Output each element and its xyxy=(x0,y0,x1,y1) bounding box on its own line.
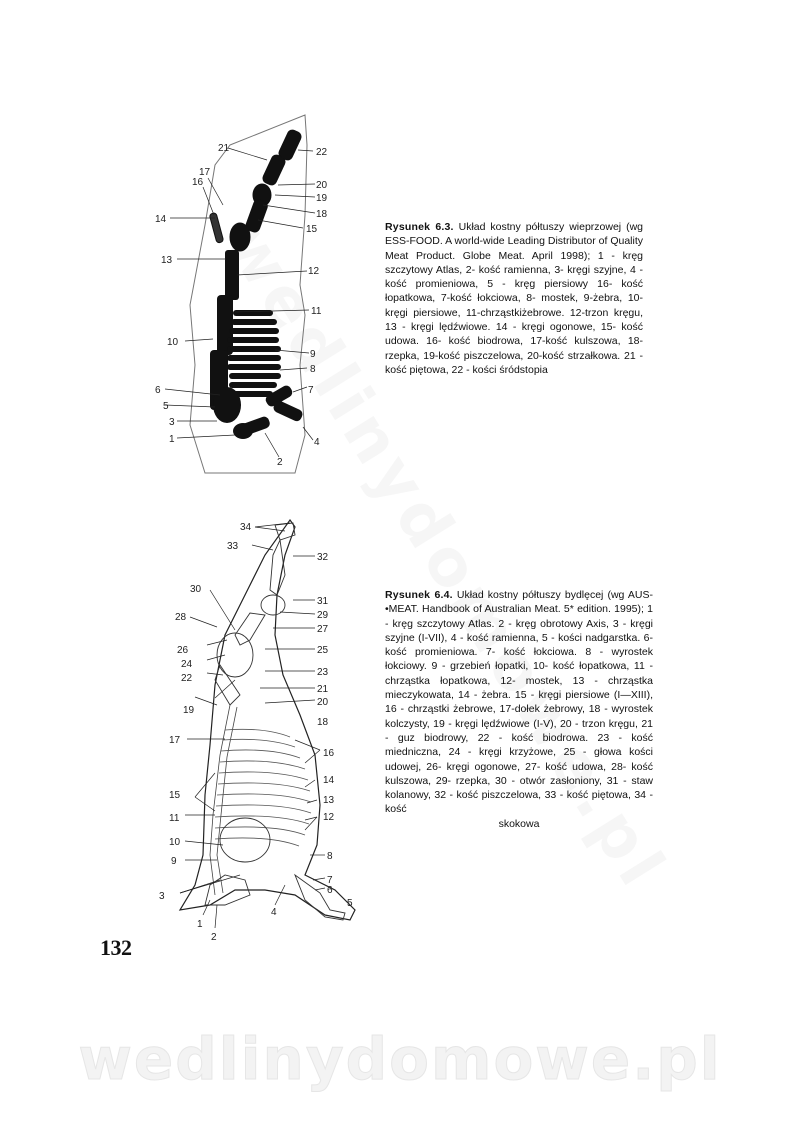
spine xyxy=(210,705,237,895)
label-7: 7 xyxy=(327,875,333,886)
label-14: 14 xyxy=(323,775,335,786)
label-4: 4 xyxy=(271,907,277,918)
label-18: 18 xyxy=(316,209,328,220)
label-6: 6 xyxy=(155,385,161,396)
label-5: 5 xyxy=(347,898,353,909)
label-20: 20 xyxy=(316,180,328,191)
label-12: 12 xyxy=(323,812,335,823)
diagram-labels xyxy=(159,522,353,943)
footer-watermark: wedlinydomowe.pl xyxy=(78,1025,722,1093)
label-16: 16 xyxy=(192,177,204,188)
caption-body: Układ kostny półtuszy bydlęcej (wg AUS-•MEAT. Handbook of Australian Meat. 5* edition. 1995); 1 - kręg szczytowy Atlas. 2 - kręg obrotowy Axis, 3 - kręgi szyjne (I-VII), 4 - kość ramienna, 5 - kości nadgarstka. 6- kość promieniowa. 7- kość łokciowa. 8 - wyrostek łokciowy. 9 - grzebień łopatki, 10- kość łopatkowa, 11 - chrząstka łopatkowa, 12- mostek, 13 - chrząstka mieczykowata, 14 - żebra. 15 - kręgi piersiowe (I—XIII), 16 - chrząstki żebrowe, 17-dołek żebrowy, 18 - wyrostek kolczysty, 19 - kręgi lędźwiowe (I-V), 20 - trzon kręgu, 21 - guz biodrowy, 22 - kość biodrowa. 23 - kość miedniczna, 24 - kręgi krzyżowe, 25 - głowa kości udowej, 26- kręgi ogonowe, 27- kość udowa, 28- kość kulszowa, 29- rzepka, 30 - otwór zasłoniony, 31 - staw kolanowy, 32 - kość piszczelowa, 33 - kość piętowa, 34 - kość xyxy=(385,589,653,816)
label-21: 21 xyxy=(218,143,230,154)
label-22: 22 xyxy=(181,673,193,684)
label-29: 29 xyxy=(317,610,329,621)
label-2: 2 xyxy=(277,457,283,468)
caption-body: Układ kostny półtuszy wieprzowej (wg ESS-FOOD. A world-wide Leading Distributor of Quality Meat Product. Globe Meat. April 1998); 1 - kręg szczytowy Atlas, 2- kość ramienna, 3- kręgi szyjne, 4 - kość promieniowa, 5 - kręg piersiowy 16- kość łopatkowa, 7-kość łokciowa, 8- mostek, 9-żebra, 10-kręgi piersiowe, 11-chrząstkiżebrowe. 12-trzon kręgu, 13 - kręgi lędźwiowe. 14 - kręgi ogonowe, 15- kość udowa. 16- kość biodrowa, 17-kość kulszowa, 18-rzepka, 19-kość piszczelowa, 20-kość strzałkowa. 21 - kość piętowa, 22 - kości śródstopia xyxy=(385,221,643,376)
label-3: 3 xyxy=(159,891,165,902)
label-31: 31 xyxy=(317,596,329,607)
label-24: 24 xyxy=(181,659,193,670)
label-19: 19 xyxy=(183,705,195,716)
label-2: 2 xyxy=(211,932,217,943)
label-16: 16 xyxy=(323,748,335,759)
caption-title: Rysunek 6.3. xyxy=(385,221,454,233)
label-1: 1 xyxy=(169,434,175,445)
label-33: 33 xyxy=(227,541,239,552)
pork-figure-caption xyxy=(385,220,643,377)
label-19: 19 xyxy=(316,193,328,204)
label-22: 22 xyxy=(316,147,328,158)
beef-skeleton-figure xyxy=(155,515,375,945)
label-12: 12 xyxy=(308,266,320,277)
label-3: 3 xyxy=(169,417,175,428)
label-14: 14 xyxy=(155,214,167,225)
label-25: 25 xyxy=(317,645,329,656)
label-15: 15 xyxy=(306,224,318,235)
caption-title: Rysunek 6.4. xyxy=(385,589,453,601)
label-10: 10 xyxy=(169,837,181,848)
pork-skeleton-diagram xyxy=(155,105,375,475)
label-32: 32 xyxy=(317,552,329,563)
label-8: 8 xyxy=(310,364,316,375)
diagram-labels xyxy=(155,143,328,468)
label-23: 23 xyxy=(317,667,329,678)
label-27: 27 xyxy=(317,624,329,635)
page-number: 132 xyxy=(100,935,132,960)
label-9: 9 xyxy=(171,856,177,867)
beef-skeleton-diagram xyxy=(155,515,375,945)
label-26: 26 xyxy=(177,645,189,656)
label-20: 20 xyxy=(317,697,329,708)
label-1: 1 xyxy=(197,919,203,930)
label-18: 18 xyxy=(317,717,329,728)
beef-figure-caption xyxy=(385,588,653,831)
label-7: 7 xyxy=(308,385,314,396)
leader-lines xyxy=(180,523,325,928)
pork-skeleton-figure xyxy=(155,105,375,475)
label-34: 34 xyxy=(240,522,252,533)
label-5: 5 xyxy=(163,401,169,412)
label-6: 6 xyxy=(327,885,333,896)
label-13: 13 xyxy=(323,795,335,806)
label-17: 17 xyxy=(169,735,181,746)
label-13: 13 xyxy=(161,255,173,266)
label-11: 11 xyxy=(169,813,180,824)
label-21: 21 xyxy=(317,684,329,695)
caption-ending: skokowa xyxy=(498,817,540,830)
ribs xyxy=(227,310,281,397)
label-28: 28 xyxy=(175,612,187,623)
label-8: 8 xyxy=(327,851,333,862)
label-15: 15 xyxy=(169,790,181,801)
label-9: 9 xyxy=(310,349,316,360)
label-4: 4 xyxy=(314,437,320,448)
label-10: 10 xyxy=(167,337,179,348)
label-17: 17 xyxy=(199,167,211,178)
label-30: 30 xyxy=(190,584,202,595)
label-11: 11 xyxy=(311,306,322,317)
